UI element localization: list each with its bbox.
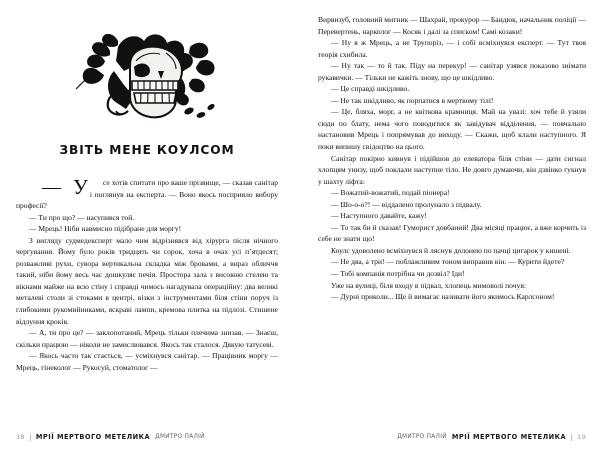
paragraph: Уже на вулиці, біля входу в підвал, хлопець мимоволі почув: xyxy=(331,280,526,290)
footer-book-title: МРІЇ МЕРТВОГО МЕТЕЛИКА xyxy=(451,433,567,441)
paragraph: — А, ти про це? — заклопотаний, Мрець тільки плечима знизав. — Знаєш, скільки працюю — ніколи не замислювався. Якось так сталося. Дякую татусеві. xyxy=(16,328,278,349)
paragraph: — Це справді шкідливо. xyxy=(331,84,410,94)
chapter-title: ЗВІТЬ МЕНЕ КОУЛСОМ xyxy=(59,143,235,157)
right-running-footer xyxy=(300,433,600,441)
right-column-body xyxy=(318,14,586,303)
paragraph: — Не так шкідливо, як порпатися в мертвому тілі! xyxy=(331,95,494,105)
paragraph: — Тобі компанія потрібна чи дозвіл? Іди! xyxy=(331,269,465,279)
opening-paragraph-text: се хотів спитати про ваше прізвище, — сказав санітар і поглянув на експерта. — Воно якось посприяло вибору професії? xyxy=(16,178,278,211)
folio-number: 19 xyxy=(577,433,586,441)
paragraph: Санітар покірно кивнув і підійшов до елеватора біля стіни — дати сигнал хлопцям унизу, щоб поклали наступне тіло. Не довго думаючи, він дзвінко гукнув у шахту ліфта: xyxy=(318,153,586,186)
opening-paragraph xyxy=(16,177,278,212)
left-column-body xyxy=(16,177,278,373)
paragraph: — Не два, а три! — поблажливим тоном виправив він. — Курити йдете? xyxy=(331,257,565,267)
paragraph: — Наступного давайте, кажу! xyxy=(331,211,427,221)
skull-with-leaves-illustration xyxy=(16,24,278,132)
footer-divider xyxy=(571,434,572,441)
dropcap-group xyxy=(16,177,88,198)
paragraph: — Ну я ж Мрець, а не Трупоріз, — і собі всміхнувся експерт. — Тут твоя теорія схибила. xyxy=(318,38,586,59)
paragraph: — То так би й сказав! Гуморист довбаний! Два місяці працює, а вже корчить із себе не знати що! xyxy=(318,222,586,244)
folio-number: 18 xyxy=(16,433,25,441)
opening-em-dash: — xyxy=(42,177,60,198)
paragraph: — Шо-о-о?! — віддалено пролунало з підвалу. xyxy=(331,199,482,209)
paragraph: — Ну так — то й так. Піду на перекур! — санітар узявся показово знімати рукавички. — Тільки не кажіть знову, що це шкідливо. xyxy=(318,61,586,82)
right-page xyxy=(300,0,600,454)
paragraph: Вирвизуб, головний митник — Шахрай, прокурор — Бандюк, начальник поліції — Перевертень, нарколог — Косяк і далі за списком! Самі козаки! xyxy=(318,15,586,36)
paragraph: — Ти про що? — насупився той. xyxy=(29,212,135,222)
paragraph: — Мрець! Ніби навмисно підібране для моргу! xyxy=(29,224,182,234)
footer-book-title: МРІЇ МЕРТВОГО МЕТЕЛИКА xyxy=(35,433,151,441)
left-running-footer xyxy=(0,433,300,441)
footer-divider xyxy=(30,434,31,441)
dropcap-letter: У xyxy=(73,175,88,199)
paragraph: — Якось часто так стається, — усміхнувся санітар. — Працівник моргу — Мрець, гінеколог — Рукосуй, стоматолог — xyxy=(16,351,278,372)
paragraph: — Дурні приколи... Ще й вимагає називати його якимось Карлсоном! xyxy=(331,292,555,302)
paragraph: — Вожатий-вожатий, подай піонера! xyxy=(331,188,450,198)
footer-author: ДМИТРО ПАЛІЙ xyxy=(397,434,447,440)
paragraph: Коулс удоволено всміхнувся й ляснув долонею по пачці цигарок у кишені. xyxy=(331,245,571,255)
paragraph: — Це, бляха, морг, а не квіткова крамниця. Май на увазі: хоч тебе й узяли сюди по блату, нема чого поводитися як завідувач відділення, — повчально настановив Мрець і попрямував до виходу. — Скажи, щоб клали наступного. Я поки випишу свідоцтво на цього. xyxy=(318,107,586,152)
footer-author: ДМИТРО ПАЛІЙ xyxy=(155,434,205,440)
paragraph: З вигляду судмедексперт мало чим відрізнявся від хірурга після нічного чергування. Йому було років тридцять чи сорок, хоча в очах усі п’ятдесят; розважливі рухи, сувора вертикальна складка між бровами, а вираз обличчя такий, ніби йому весь час дошкуляє печія. Простора зала з високою стелею та вікнами майже на всю стіну і справді чимось нагадувала операційну: два великі металеві столи зі стоками в центрі, візки з інструментами біля стіни поруч із глибокими рукомийниками, яскраві лампи, кремова плитка на підлозі. Стишене відлуння кроків. xyxy=(16,235,278,326)
